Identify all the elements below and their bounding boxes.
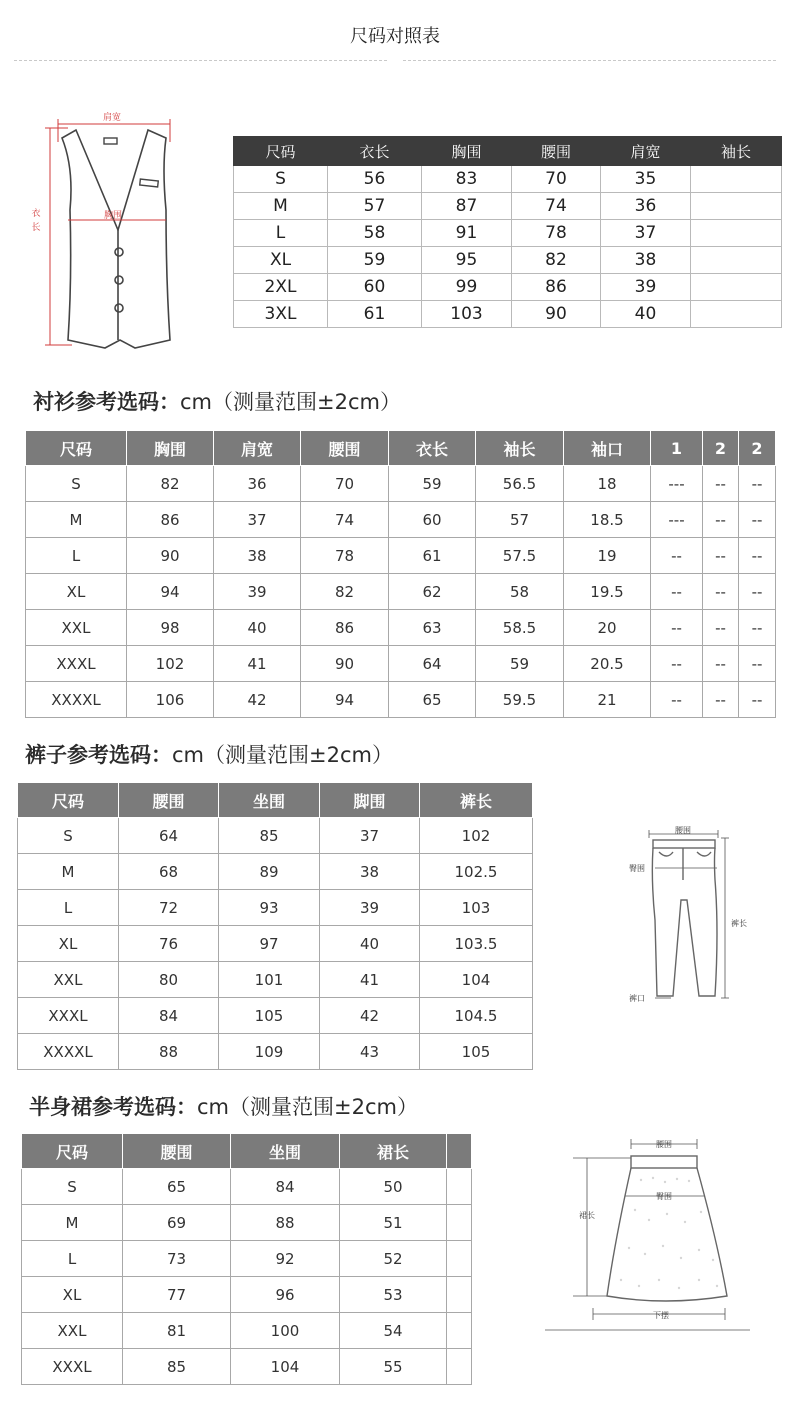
table-cell: 78 — [301, 538, 389, 574]
table-cell: 73 — [123, 1241, 231, 1277]
table-cell: 42 — [320, 998, 420, 1034]
table-cell: XXXL — [18, 998, 119, 1034]
header-cell: 衣长 — [328, 137, 422, 166]
table-cell: XL — [22, 1277, 123, 1313]
table-cell: -- — [703, 502, 739, 538]
header-cell: 袖长 — [476, 431, 564, 466]
table-row — [18, 818, 533, 854]
table-cell: 99 — [422, 274, 512, 301]
table-cell: -- — [703, 574, 739, 610]
table-cell: 65 — [123, 1169, 231, 1205]
vest-chest-label: 胸围 — [103, 211, 123, 221]
table-row — [22, 1313, 472, 1349]
header-cell: 胸围 — [422, 137, 512, 166]
table-cell: XL — [18, 926, 119, 962]
table-cell: 61 — [328, 301, 422, 328]
table-row — [18, 998, 533, 1034]
table-row — [22, 1169, 472, 1205]
table-cell: 35 — [601, 166, 691, 193]
table-cell: 102.5 — [420, 854, 533, 890]
header-cell: 胸围 — [127, 431, 214, 466]
table-cell: 57.5 — [476, 538, 564, 574]
table-cell: 88 — [119, 1034, 219, 1070]
table-cell: -- — [651, 538, 703, 574]
table-cell: -- — [651, 682, 703, 718]
table-cell: L — [234, 220, 328, 247]
vest-header-row — [234, 137, 782, 166]
table-cell: M — [26, 502, 127, 538]
table-cell: 2XL — [234, 274, 328, 301]
table-cell: 82 — [301, 574, 389, 610]
table-cell: 57 — [328, 193, 422, 220]
table-cell: L — [22, 1241, 123, 1277]
table-cell: 61 — [389, 538, 476, 574]
table-cell: 60 — [328, 274, 422, 301]
table-cell-empty — [447, 1349, 472, 1385]
table-cell: 80 — [119, 962, 219, 998]
table-cell: 59 — [389, 466, 476, 502]
table-cell: 77 — [123, 1277, 231, 1313]
table-cell: 19.5 — [564, 574, 651, 610]
table-cell: XL — [26, 574, 127, 610]
shirt-section-title — [33, 386, 401, 416]
table-cell: -- — [739, 502, 776, 538]
header-cell: 肩宽 — [214, 431, 301, 466]
table-cell: 86 — [127, 502, 214, 538]
pants-hem-label: 裤口 — [629, 994, 645, 1003]
table-cell: 84 — [119, 998, 219, 1034]
header-cell: 腰围 — [123, 1134, 231, 1169]
table-cell: 104 — [420, 962, 533, 998]
table-cell: 52 — [340, 1241, 447, 1277]
pants-waist-label: 腰围 — [675, 826, 691, 835]
pants-section-title — [25, 739, 393, 769]
table-cell: 59 — [476, 646, 564, 682]
table-cell: 103.5 — [420, 926, 533, 962]
header-cell: 腰围 — [512, 137, 601, 166]
header-cell: 脚围 — [320, 783, 420, 818]
table-cell: 53 — [340, 1277, 447, 1313]
table-cell: 95 — [422, 247, 512, 274]
table-cell: 38 — [214, 538, 301, 574]
table-cell: 88 — [231, 1205, 340, 1241]
pants-unit-text: cm（测量范围±2cm） — [172, 743, 393, 767]
table-cell: 82 — [512, 247, 601, 274]
table-cell: 39 — [320, 890, 420, 926]
table-cell: 70 — [301, 466, 389, 502]
table-cell: 98 — [127, 610, 214, 646]
table-cell: -- — [739, 646, 776, 682]
table-cell: 18 — [564, 466, 651, 502]
header-cell: 袖长 — [691, 137, 782, 166]
table-cell: 37 — [601, 220, 691, 247]
header-cell: 裙长 — [340, 1134, 447, 1169]
header-cell: 1 — [651, 431, 703, 466]
vest-size-table — [233, 136, 782, 328]
table-cell — [691, 166, 782, 193]
header-cell: 2 — [703, 431, 739, 466]
pants-illustration — [615, 820, 745, 1010]
table-cell: 50 — [340, 1169, 447, 1205]
table-cell: 68 — [119, 854, 219, 890]
table-cell: S — [18, 818, 119, 854]
table-cell: 63 — [389, 610, 476, 646]
table-cell: 105 — [420, 1034, 533, 1070]
skirt-size-table — [21, 1133, 472, 1385]
table-cell: XXXL — [26, 646, 127, 682]
table-cell: 85 — [219, 818, 320, 854]
table-row — [26, 538, 776, 574]
header-cell: 坐围 — [219, 783, 320, 818]
table-row — [18, 926, 533, 962]
table-cell: -- — [651, 646, 703, 682]
table-cell: 105 — [219, 998, 320, 1034]
skirt-title-text: 半身裙参考选码： — [29, 1095, 197, 1119]
table-row — [22, 1241, 472, 1277]
table-cell: 103 — [422, 301, 512, 328]
table-cell: 38 — [320, 854, 420, 890]
header-cell: 尺码 — [22, 1134, 123, 1169]
table-cell: XXXXL — [18, 1034, 119, 1070]
table-cell: -- — [651, 574, 703, 610]
skirt-header-row — [22, 1134, 472, 1169]
skirt-unit-text: cm（测量范围±2cm） — [197, 1095, 418, 1119]
table-cell: 109 — [219, 1034, 320, 1070]
table-row — [18, 1034, 533, 1070]
table-cell: 36 — [214, 466, 301, 502]
table-cell: 19 — [564, 538, 651, 574]
skirt-waist-label: 腰围 — [656, 1140, 672, 1149]
table-cell: -- — [651, 610, 703, 646]
header-cell: 坐围 — [231, 1134, 340, 1169]
table-cell: -- — [703, 646, 739, 682]
table-cell — [691, 274, 782, 301]
table-row — [26, 574, 776, 610]
table-cell: 85 — [123, 1349, 231, 1385]
table-row — [18, 962, 533, 998]
table-cell: 100 — [231, 1313, 340, 1349]
shirt-unit-text: cm（测量范围±2cm） — [180, 390, 401, 414]
table-cell: 86 — [512, 274, 601, 301]
table-row — [18, 854, 533, 890]
pants-hip-label: 臀围 — [629, 864, 645, 873]
shirt-title-text: 衬衫参考选码： — [33, 390, 180, 414]
vest-shoulder-label: 肩宽 — [102, 113, 122, 123]
table-cell: XXXL — [22, 1349, 123, 1385]
table-cell: -- — [739, 610, 776, 646]
vest-illustration — [20, 100, 180, 350]
table-row — [26, 502, 776, 538]
skirt-hip-label: 臀围 — [656, 1192, 672, 1201]
table-cell: 78 — [512, 220, 601, 247]
table-cell: 39 — [601, 274, 691, 301]
table-cell: L — [26, 538, 127, 574]
table-cell: 93 — [219, 890, 320, 926]
header-cell: 2 — [739, 431, 776, 466]
table-cell: 42 — [214, 682, 301, 718]
table-cell: 64 — [119, 818, 219, 854]
table-cell: S — [26, 466, 127, 502]
table-cell: L — [18, 890, 119, 926]
table-cell: -- — [739, 466, 776, 502]
table-cell: 43 — [320, 1034, 420, 1070]
table-cell-empty — [447, 1205, 472, 1241]
table-cell: 96 — [231, 1277, 340, 1313]
table-row — [22, 1205, 472, 1241]
table-cell-empty — [447, 1241, 472, 1277]
table-cell: 87 — [422, 193, 512, 220]
table-row — [234, 193, 782, 220]
table-row — [234, 247, 782, 274]
table-cell: 40 — [601, 301, 691, 328]
table-row — [22, 1349, 472, 1385]
header-cell: 尺码 — [234, 137, 328, 166]
table-cell: 20 — [564, 610, 651, 646]
table-cell: 58 — [476, 574, 564, 610]
table-cell: 60 — [389, 502, 476, 538]
table-cell: 104.5 — [420, 998, 533, 1034]
table-cell-empty — [447, 1169, 472, 1205]
table-cell: --- — [651, 502, 703, 538]
table-cell — [691, 220, 782, 247]
table-cell: M — [18, 854, 119, 890]
table-cell: 82 — [127, 466, 214, 502]
header-cell: 腰围 — [119, 783, 219, 818]
table-cell: 41 — [320, 962, 420, 998]
table-cell: 90 — [301, 646, 389, 682]
table-cell: 59 — [328, 247, 422, 274]
table-cell: -- — [703, 682, 739, 718]
header-cell: 肩宽 — [601, 137, 691, 166]
skirt-length-label: 裙长 — [579, 1211, 595, 1220]
table-cell: 18.5 — [564, 502, 651, 538]
table-cell: 90 — [127, 538, 214, 574]
table-cell — [691, 193, 782, 220]
table-cell: 97 — [219, 926, 320, 962]
skirt-section-title — [29, 1091, 418, 1121]
table-cell: 84 — [231, 1169, 340, 1205]
table-cell — [691, 247, 782, 274]
header-divider-right — [403, 60, 776, 61]
table-cell: 40 — [320, 926, 420, 962]
table-cell: 103 — [420, 890, 533, 926]
table-cell: XXXXL — [26, 682, 127, 718]
table-cell: 20.5 — [564, 646, 651, 682]
table-row — [234, 301, 782, 328]
table-cell: XXL — [22, 1313, 123, 1349]
table-cell: -- — [739, 574, 776, 610]
table-cell: 21 — [564, 682, 651, 718]
page-title: 尺码对照表 — [350, 26, 440, 47]
table-cell: 69 — [123, 1205, 231, 1241]
shirt-size-table — [25, 430, 776, 718]
table-cell: M — [234, 193, 328, 220]
table-cell: 56 — [328, 166, 422, 193]
header-cell: 尺码 — [26, 431, 127, 466]
table-cell: 40 — [214, 610, 301, 646]
table-cell: XXL — [18, 962, 119, 998]
table-cell: 74 — [301, 502, 389, 538]
table-cell: 106 — [127, 682, 214, 718]
table-cell: 83 — [422, 166, 512, 193]
table-cell: -- — [739, 682, 776, 718]
table-cell: 59.5 — [476, 682, 564, 718]
table-row — [22, 1277, 472, 1313]
table-cell: 64 — [389, 646, 476, 682]
table-cell: 54 — [340, 1313, 447, 1349]
table-cell: 39 — [214, 574, 301, 610]
table-cell: 65 — [389, 682, 476, 718]
table-cell: 76 — [119, 926, 219, 962]
table-cell: S — [234, 166, 328, 193]
table-cell: -- — [703, 466, 739, 502]
table-row — [26, 682, 776, 718]
table-cell: 57 — [476, 502, 564, 538]
table-cell: -- — [739, 538, 776, 574]
table-cell: 94 — [301, 682, 389, 718]
table-cell: 94 — [127, 574, 214, 610]
table-cell: 89 — [219, 854, 320, 890]
table-row — [18, 890, 533, 926]
table-cell: 72 — [119, 890, 219, 926]
table-cell: 102 — [127, 646, 214, 682]
pants-size-table — [17, 782, 533, 1070]
table-cell: 37 — [320, 818, 420, 854]
skirt-hem-label: 下摆 — [653, 1311, 669, 1320]
table-cell: 55 — [340, 1349, 447, 1385]
pants-title-text: 裤子参考选码： — [25, 743, 172, 767]
vest-length-label-bottom: 长 — [31, 223, 41, 233]
header-cell: 衣长 — [389, 431, 476, 466]
table-cell: 58 — [328, 220, 422, 247]
table-cell: 62 — [389, 574, 476, 610]
table-cell: XXL — [26, 610, 127, 646]
table-cell: 58.5 — [476, 610, 564, 646]
table-cell: 41 — [214, 646, 301, 682]
table-cell: 51 — [340, 1205, 447, 1241]
table-cell: 56.5 — [476, 466, 564, 502]
table-cell: S — [22, 1169, 123, 1205]
table-cell: 38 — [601, 247, 691, 274]
header-cell: 腰围 — [301, 431, 389, 466]
table-cell: -- — [703, 610, 739, 646]
table-row — [234, 166, 782, 193]
table-cell: 3XL — [234, 301, 328, 328]
table-cell: 102 — [420, 818, 533, 854]
table-cell: 101 — [219, 962, 320, 998]
table-cell: 90 — [512, 301, 601, 328]
table-row — [26, 646, 776, 682]
table-cell: -- — [703, 538, 739, 574]
shirt-header-row — [26, 431, 776, 466]
table-row — [234, 220, 782, 247]
table-cell: 81 — [123, 1313, 231, 1349]
vest-length-label-top: 衣 — [31, 209, 41, 219]
table-cell: XL — [234, 247, 328, 274]
table-row — [26, 466, 776, 502]
table-cell: 70 — [512, 166, 601, 193]
table-cell: --- — [651, 466, 703, 502]
table-cell — [691, 301, 782, 328]
table-row — [234, 274, 782, 301]
table-cell: M — [22, 1205, 123, 1241]
header-cell-empty — [447, 1134, 472, 1169]
table-cell: 92 — [231, 1241, 340, 1277]
pants-header-row — [18, 783, 533, 818]
table-cell-empty — [447, 1277, 472, 1313]
skirt-illustration — [545, 1130, 750, 1332]
table-cell-empty — [447, 1313, 472, 1349]
table-cell: 91 — [422, 220, 512, 247]
table-row — [26, 610, 776, 646]
header-cell: 裤长 — [420, 783, 533, 818]
table-cell: 37 — [214, 502, 301, 538]
header-cell: 袖口 — [564, 431, 651, 466]
header-divider-left — [14, 60, 387, 61]
header-cell: 尺码 — [18, 783, 119, 818]
table-cell: 104 — [231, 1349, 340, 1385]
table-cell: 36 — [601, 193, 691, 220]
table-cell: 86 — [301, 610, 389, 646]
pants-length-label: 裤长 — [731, 919, 747, 928]
table-cell: 74 — [512, 193, 601, 220]
